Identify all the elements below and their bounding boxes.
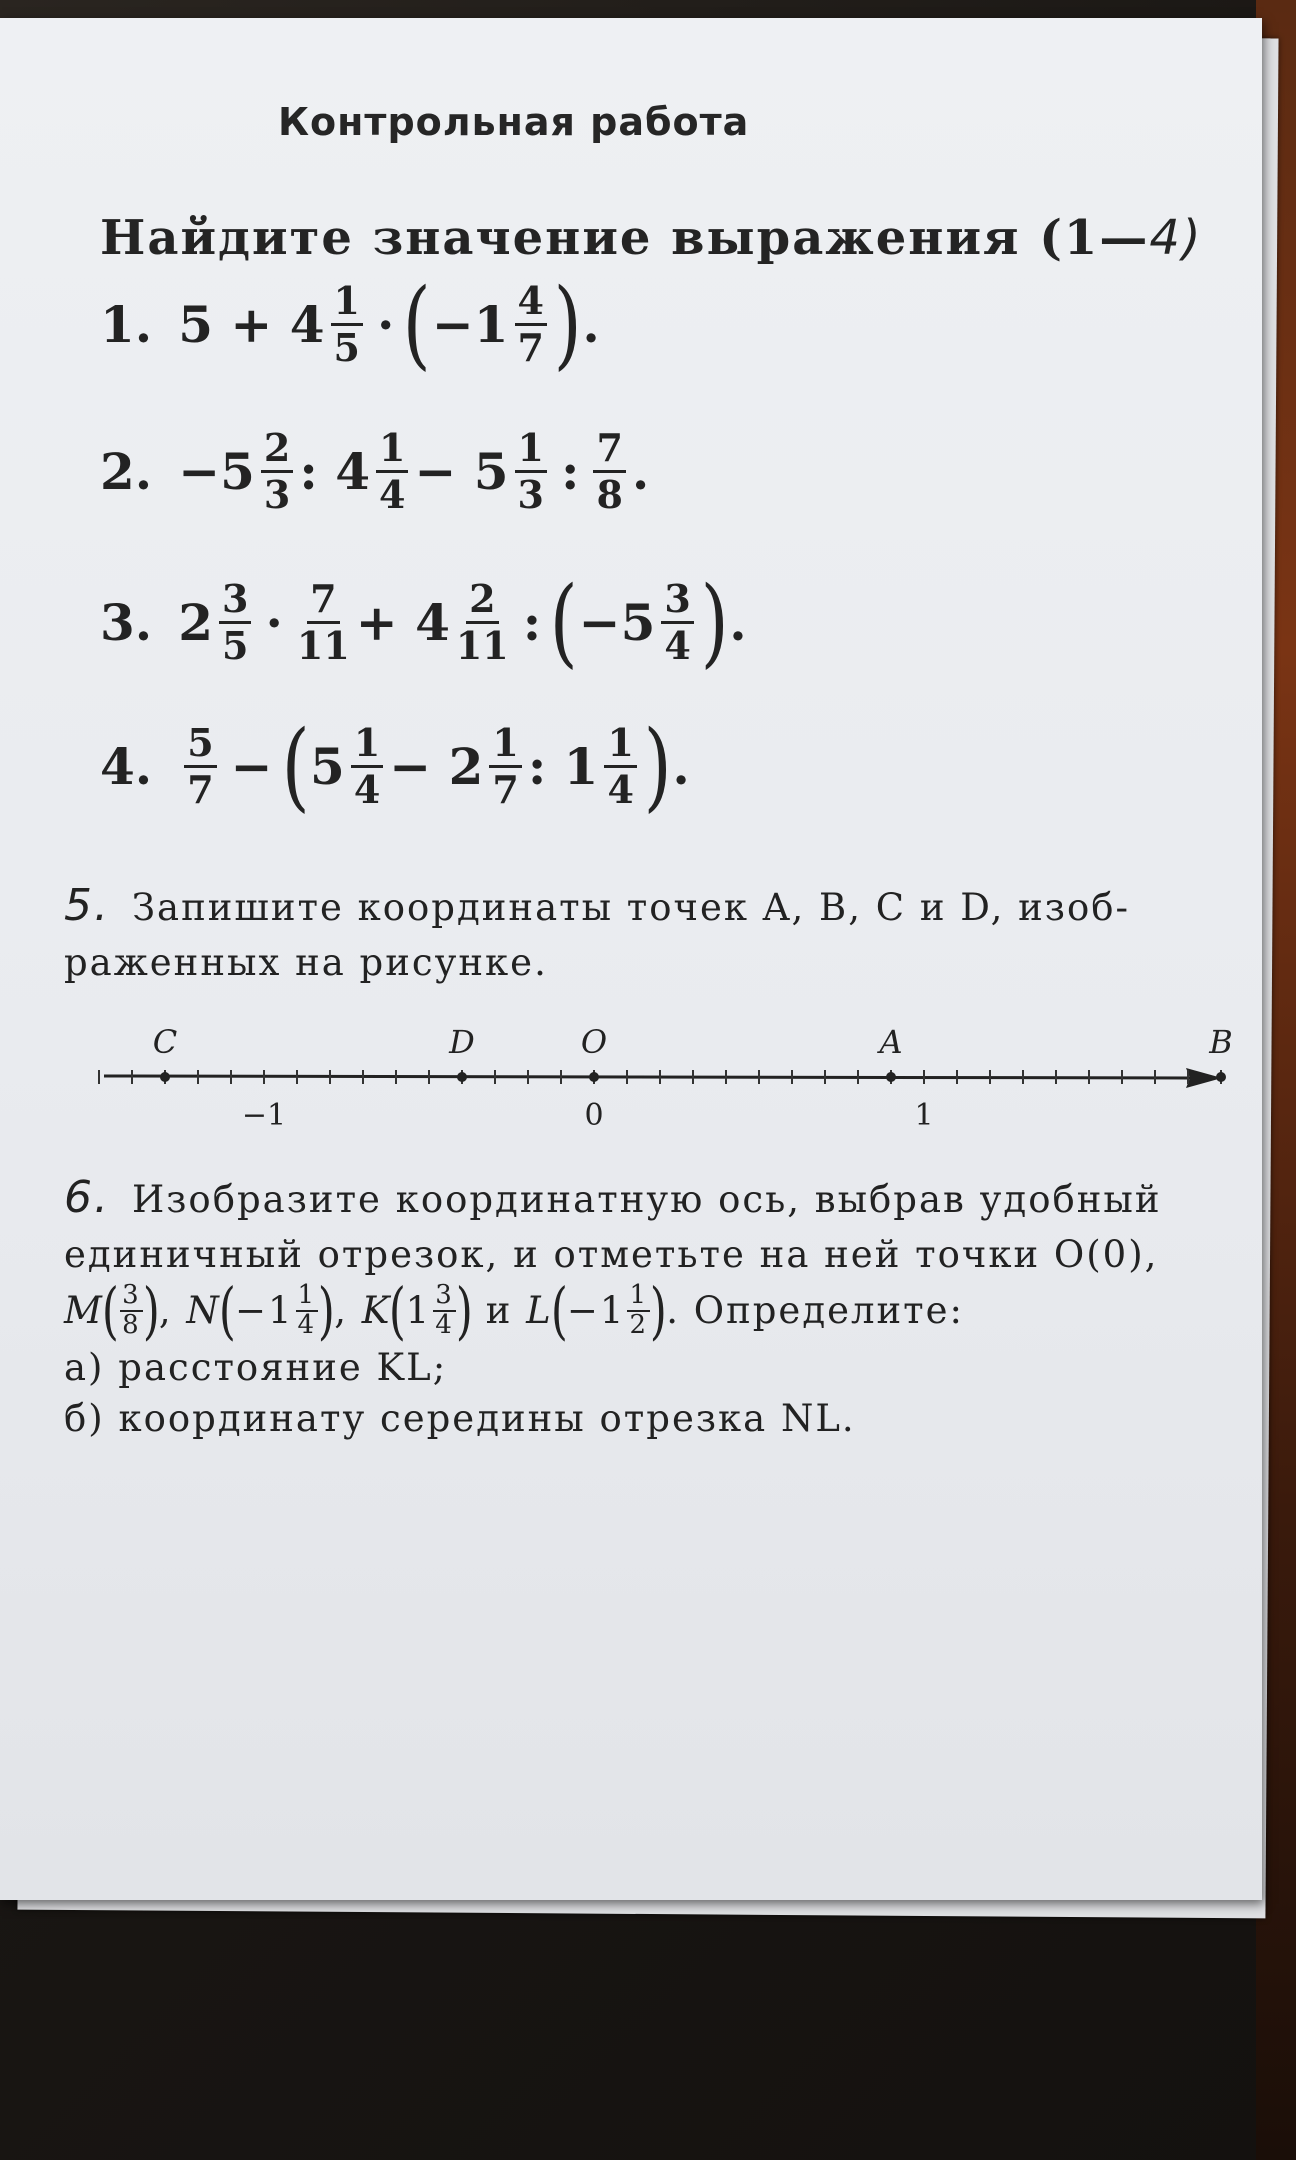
point-label-a: A: [879, 1023, 903, 1061]
exercise-1: [100, 268, 600, 380]
period: .: [729, 592, 747, 652]
fraction: $\frac{3}{4}$: [661, 579, 693, 666]
fraction: $\frac{7}{11}$: [296, 575, 350, 668]
fraction: $\frac{2}{3}$: [261, 428, 293, 515]
tick-label: −1: [241, 1098, 287, 1133]
fraction: $\frac{1}{4}$: [604, 723, 636, 810]
fraction: $\frac{2}{11}$: [455, 575, 509, 668]
worksheet-page: [0, 18, 1262, 1900]
term: 2: [178, 592, 213, 652]
exercise-number: 4.: [100, 736, 153, 796]
term: −5: [578, 592, 656, 652]
fraction: $\frac{1}{2}$: [629, 1280, 649, 1340]
fraction: $\frac{5}{7}$: [184, 723, 216, 810]
fraction: $\frac{3}{4}$: [435, 1280, 454, 1340]
handwritten-range: 4): [1149, 210, 1203, 266]
fraction: $\frac{1}{3}$: [515, 428, 547, 515]
operator: :: [522, 592, 542, 652]
task-6-text: Изобразите координатную ось, выбрав удобный: [131, 1178, 1162, 1221]
exercise-2: [100, 425, 650, 517]
task-title-text: Найдите значение выражения (1—: [100, 210, 1150, 266]
period: .: [582, 294, 600, 354]
exercise-number: 3.: [100, 592, 153, 652]
term: 5 + 4: [178, 294, 325, 354]
fraction: $\frac{4}{7}$: [515, 281, 547, 368]
fraction: $\frac{1}{5}$: [331, 281, 363, 368]
point-d: [457, 1072, 467, 1082]
right-paren: ): [553, 268, 582, 380]
fraction: $\frac{1}{4}$: [376, 428, 408, 515]
exercise-3: [100, 566, 747, 678]
task-5-line-2: раженных на рисунке.: [64, 940, 548, 984]
fraction: $\frac{1}{4}$: [351, 723, 383, 810]
task-6-points-line: M ( $\frac{3}{8}$ ) , N ( −1 $\frac{1}{4}$ ) , K ( 1 $\frac{3}{4}$ ) и L ( −1 $\frac{1}{2}$ ) . Определите:: [64, 1273, 964, 1347]
period: .: [672, 736, 690, 796]
fraction: $\frac{1}{4}$: [297, 1280, 317, 1340]
term: −5: [178, 441, 255, 501]
task-6: [64, 1168, 1162, 1444]
right-paren: ): [700, 566, 729, 678]
left-paren: (: [281, 710, 310, 822]
point-o: [589, 1072, 599, 1082]
exercise-number: 2.: [100, 441, 153, 501]
task-6-line-2: единичный отрезок, и отметьте на ней точки O(0),: [64, 1232, 1159, 1276]
point-label-o: O: [580, 1023, 608, 1061]
tick-label: 1: [914, 1098, 934, 1133]
fraction: $\frac{3}{8}$: [122, 1280, 141, 1340]
task-5-line-1: [64, 876, 1130, 937]
left-paren: (: [403, 268, 432, 380]
right-paren: ): [643, 710, 672, 822]
task-6-a: а) расстояние KL;: [64, 1345, 448, 1389]
left-paren: (: [549, 566, 578, 678]
task-number: 5.: [64, 880, 110, 931]
fraction: $\frac{3}{5}$: [219, 579, 251, 666]
term: : 1: [527, 736, 599, 796]
task-title: [100, 210, 1203, 266]
task-6-b: б) координату середины отрезка NL.: [64, 1396, 856, 1440]
term: − 2: [389, 736, 484, 796]
task-number: 6.: [64, 1172, 110, 1223]
term: + 4: [355, 592, 450, 652]
period: .: [631, 441, 650, 501]
exercise-4: [100, 710, 690, 822]
page-header: Контрольная работа: [278, 100, 750, 144]
exercise-number: 1.: [100, 294, 153, 354]
term: −1: [431, 294, 509, 354]
tick-label: 0: [584, 1098, 604, 1133]
axis-line: [104, 1076, 1190, 1078]
number-line: [0, 1008, 1262, 1148]
task-6-line-1: [64, 1168, 1162, 1229]
fraction: $\frac{7}{8}$: [593, 428, 625, 515]
operator: ·: [265, 592, 283, 652]
point-label-d: D: [449, 1023, 475, 1061]
task-5: [64, 876, 1130, 988]
point-label-c: C: [152, 1023, 178, 1061]
point-c: [160, 1072, 170, 1082]
fraction: $\frac{1}{7}$: [489, 723, 521, 810]
term: − 5: [414, 441, 509, 501]
point-a: [886, 1072, 896, 1082]
operator: :: [561, 441, 580, 501]
operator: ·: [376, 294, 395, 354]
point-label-b: B: [1209, 1023, 1233, 1061]
operator: −: [230, 736, 273, 796]
term: : 4: [299, 441, 370, 501]
term: 5: [310, 736, 345, 796]
task-5-text: Запишите координаты точек A, B, C и D, изоб-: [131, 886, 1131, 929]
point-b: [1216, 1072, 1226, 1082]
